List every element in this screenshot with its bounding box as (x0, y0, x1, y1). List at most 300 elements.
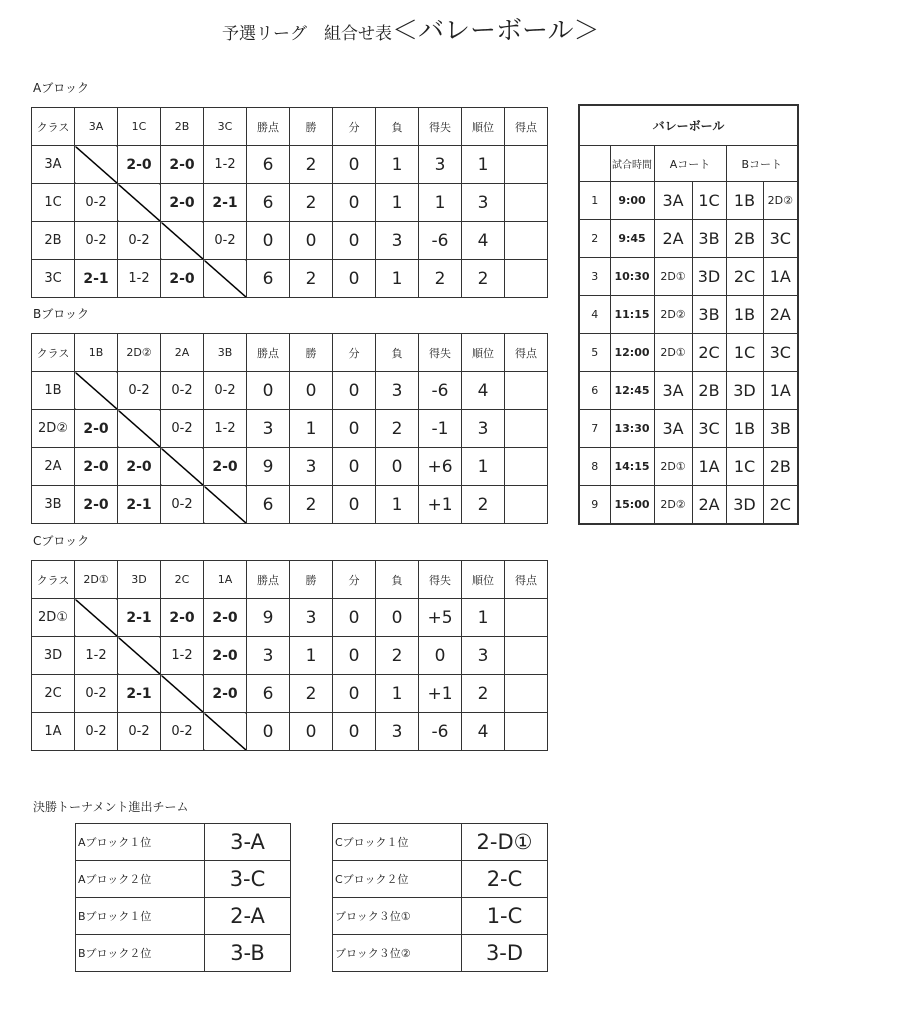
header-stat: 分 (333, 108, 376, 146)
stat-pts: 6 (247, 486, 290, 524)
result-cell: 0-2 (75, 222, 118, 260)
court-team: 2A (692, 486, 726, 525)
result-cell: 2-0 (118, 448, 161, 486)
self-match-cell (75, 146, 118, 184)
match-time: 14:15 (610, 448, 654, 486)
header-stat: 勝 (290, 334, 333, 372)
court-team: 1B (726, 410, 763, 448)
court-team: 2C (763, 486, 798, 525)
match-time: 9:00 (610, 182, 654, 220)
court-team: 3C (692, 410, 726, 448)
court-team: 1A (763, 372, 798, 410)
finals-rank-label: Cブロック２位 (333, 861, 462, 898)
result-cell: 2-0 (161, 146, 204, 184)
stat-d: 0 (333, 713, 376, 751)
finals-row (76, 824, 291, 861)
schedule-row (579, 448, 798, 486)
result-cell: 2-0 (75, 410, 118, 448)
schedule-row (579, 410, 798, 448)
stat-pts: 3 (247, 637, 290, 675)
table-row (32, 448, 548, 486)
header-team: 1B (75, 334, 118, 372)
stat-rank: 2 (462, 675, 505, 713)
stat-score (505, 222, 548, 260)
stat-pts: 0 (247, 372, 290, 410)
stat-diff: 3 (419, 146, 462, 184)
schedule-row (579, 182, 798, 220)
header-team: 3B (204, 334, 247, 372)
header-class: クラス (32, 334, 75, 372)
finals-row (333, 935, 548, 972)
stat-diff: 1 (419, 184, 462, 222)
table-row (32, 184, 548, 222)
stat-l: 1 (376, 675, 419, 713)
court-team: 1A (692, 448, 726, 486)
stat-l: 3 (376, 713, 419, 751)
header-stat: 得失 (419, 108, 462, 146)
finals-team: 1-C (462, 898, 548, 935)
stat-score (505, 675, 548, 713)
stat-rank: 3 (462, 637, 505, 675)
header-team: 3C (204, 108, 247, 146)
header-stat: 得点 (505, 108, 548, 146)
header-stat: 分 (333, 334, 376, 372)
block-label: Aブロック (33, 81, 89, 95)
finals-rank-label: Cブロック１位 (333, 824, 462, 861)
stat-d: 0 (333, 410, 376, 448)
stat-l: 1 (376, 486, 419, 524)
header-stat: 順位 (462, 334, 505, 372)
court-team: 1C (726, 448, 763, 486)
stat-score (505, 184, 548, 222)
block-label: Cブロック (33, 534, 90, 548)
result-cell: 1-2 (75, 637, 118, 675)
table-row (32, 486, 548, 524)
stat-diff: +1 (419, 486, 462, 524)
header-team: 2D② (118, 334, 161, 372)
table-row (32, 260, 548, 298)
schedule-row (579, 486, 798, 525)
stat-l: 1 (376, 146, 419, 184)
stat-rank: 4 (462, 372, 505, 410)
stat-rank: 2 (462, 260, 505, 298)
stat-d: 0 (333, 222, 376, 260)
stat-pts: 6 (247, 260, 290, 298)
result-cell: 1-2 (204, 146, 247, 184)
stat-diff: -1 (419, 410, 462, 448)
court-team: 2A (654, 220, 692, 258)
stat-w: 2 (290, 486, 333, 524)
stat-d: 0 (333, 599, 376, 637)
court-team: 3D (692, 258, 726, 296)
header-stat: 勝点 (247, 561, 290, 599)
finals-rank-label: Aブロック１位 (76, 824, 205, 861)
stat-w: 2 (290, 184, 333, 222)
result-cell: 2-0 (161, 599, 204, 637)
stat-rank: 4 (462, 222, 505, 260)
stat-d: 0 (333, 675, 376, 713)
finals-team: 3-D (462, 935, 548, 972)
stat-w: 1 (290, 637, 333, 675)
stat-rank: 1 (462, 448, 505, 486)
court-team: 2C (692, 334, 726, 372)
stat-pts: 0 (247, 222, 290, 260)
block-table (31, 560, 548, 751)
stat-d: 0 (333, 372, 376, 410)
finals-team: 3-C (205, 861, 291, 898)
header-team: 2C (161, 561, 204, 599)
match-no: 7 (579, 410, 610, 448)
row-team: 2D② (32, 410, 75, 448)
self-match-cell (75, 599, 118, 637)
schedule-row (579, 220, 798, 258)
row-team: 3D (32, 637, 75, 675)
stat-score (505, 713, 548, 751)
match-time: 13:30 (610, 410, 654, 448)
header-stat: 勝 (290, 108, 333, 146)
header-team: 1A (204, 561, 247, 599)
result-cell: 0-2 (118, 713, 161, 751)
row-team: 2C (32, 675, 75, 713)
header-team: 3D (118, 561, 161, 599)
self-match-cell (204, 486, 247, 524)
result-cell: 2-0 (204, 448, 247, 486)
stat-score (505, 486, 548, 524)
header-team: 1C (118, 108, 161, 146)
header-stat: 勝点 (247, 108, 290, 146)
schedule-body (579, 182, 798, 525)
court-team: 3B (763, 410, 798, 448)
row-team: 1A (32, 713, 75, 751)
stat-pts: 0 (247, 713, 290, 751)
header-team: 2D① (75, 561, 118, 599)
table-row (32, 410, 548, 448)
court-team: 1B (726, 296, 763, 334)
table-row (32, 222, 548, 260)
stat-score (505, 637, 548, 675)
court-team: 2D① (654, 258, 692, 296)
stat-d: 0 (333, 146, 376, 184)
finals-row (76, 898, 291, 935)
court-team: 1C (726, 334, 763, 372)
court-team: 1C (692, 182, 726, 220)
result-cell: 2-0 (118, 146, 161, 184)
stat-l: 1 (376, 260, 419, 298)
finals-left-table (75, 823, 291, 972)
finals-row (333, 898, 548, 935)
stat-rank: 4 (462, 713, 505, 751)
header-class: クラス (32, 561, 75, 599)
header-stat: 得点 (505, 334, 548, 372)
stat-rank: 1 (462, 146, 505, 184)
stat-pts: 9 (247, 448, 290, 486)
result-cell: 1-2 (161, 637, 204, 675)
match-no: 1 (579, 182, 610, 220)
result-cell: 2-0 (161, 184, 204, 222)
finals-team: 2-C (462, 861, 548, 898)
stat-diff: +5 (419, 599, 462, 637)
stat-d: 0 (333, 448, 376, 486)
header-stat: 負 (376, 108, 419, 146)
page-title (222, 10, 599, 47)
stat-w: 2 (290, 146, 333, 184)
schedule-table (578, 104, 799, 525)
table-row (32, 372, 548, 410)
stat-rank: 2 (462, 486, 505, 524)
court-a-header: Aコート (654, 146, 726, 182)
result-cell: 2-1 (75, 260, 118, 298)
match-no: 9 (579, 486, 610, 525)
row-team: 1C (32, 184, 75, 222)
title-bracket: ＜バレーボール＞ (392, 16, 600, 46)
stat-d: 0 (333, 260, 376, 298)
match-no: 8 (579, 448, 610, 486)
stat-w: 3 (290, 448, 333, 486)
stat-rank: 1 (462, 599, 505, 637)
result-cell: 2-0 (204, 637, 247, 675)
schedule-row (579, 296, 798, 334)
header-team: 2B (161, 108, 204, 146)
row-team: 1B (32, 372, 75, 410)
row-team: 2B (32, 222, 75, 260)
stat-score (505, 146, 548, 184)
header-stat: 分 (333, 561, 376, 599)
self-match-cell (204, 713, 247, 751)
header-row (32, 561, 548, 599)
stat-score (505, 260, 548, 298)
self-match-cell (161, 675, 204, 713)
finals-rank-label: Bブロック１位 (76, 898, 205, 935)
stat-l: 3 (376, 222, 419, 260)
row-team: 3C (32, 260, 75, 298)
stat-diff: +1 (419, 675, 462, 713)
court-team: 2A (763, 296, 798, 334)
court-team: 3D (726, 372, 763, 410)
header-stat: 順位 (462, 561, 505, 599)
result-cell: 0-2 (161, 713, 204, 751)
stat-rank: 3 (462, 184, 505, 222)
court-team: 2B (692, 372, 726, 410)
title-main: 予選リーグ 組合せ表 (222, 24, 392, 44)
stat-w: 2 (290, 260, 333, 298)
stat-w: 0 (290, 372, 333, 410)
court-team: 3C (763, 334, 798, 372)
stat-pts: 6 (247, 675, 290, 713)
stat-diff: 2 (419, 260, 462, 298)
schedule-row (579, 258, 798, 296)
stat-pts: 6 (247, 184, 290, 222)
row-team: 2A (32, 448, 75, 486)
court-team: 2D① (654, 334, 692, 372)
table-row (32, 599, 548, 637)
table-row (32, 146, 548, 184)
block-table (31, 107, 548, 298)
result-cell: 1-2 (204, 410, 247, 448)
stat-score (505, 372, 548, 410)
court-team: 1A (763, 258, 798, 296)
header-row (32, 334, 548, 372)
match-time: 9:45 (610, 220, 654, 258)
stat-l: 1 (376, 184, 419, 222)
header-team: 3A (75, 108, 118, 146)
result-cell: 0-2 (75, 713, 118, 751)
schedule-no-header (579, 146, 610, 182)
row-team: 3B (32, 486, 75, 524)
stat-l: 2 (376, 410, 419, 448)
match-no: 4 (579, 296, 610, 334)
self-match-cell (161, 448, 204, 486)
header-stat: 負 (376, 561, 419, 599)
stat-diff: -6 (419, 222, 462, 260)
stat-pts: 6 (247, 146, 290, 184)
finals-team: 2-A (205, 898, 291, 935)
stat-score (505, 599, 548, 637)
result-cell: 2-0 (204, 599, 247, 637)
court-team: 3B (692, 220, 726, 258)
stat-diff: -6 (419, 372, 462, 410)
stat-rank: 3 (462, 410, 505, 448)
row-team: 3A (32, 146, 75, 184)
match-time: 15:00 (610, 486, 654, 525)
court-team: 1B (726, 182, 763, 220)
match-no: 5 (579, 334, 610, 372)
stat-l: 2 (376, 637, 419, 675)
match-time: 11:15 (610, 296, 654, 334)
court-team: 2D② (654, 486, 692, 525)
block-label: Bブロック (33, 307, 89, 321)
finals-rank-label: Bブロック２位 (76, 935, 205, 972)
finals-row (333, 824, 548, 861)
court-team: 3A (654, 372, 692, 410)
schedule-title: バレーボール (579, 105, 798, 146)
finals-team: 3-A (205, 824, 291, 861)
match-no: 6 (579, 372, 610, 410)
finals-rank-label: ブロック３位① (333, 898, 462, 935)
table-row (32, 675, 548, 713)
block-table (31, 333, 548, 524)
court-team: 2B (763, 448, 798, 486)
result-cell: 2-1 (118, 675, 161, 713)
stat-l: 0 (376, 448, 419, 486)
result-cell: 2-0 (204, 675, 247, 713)
self-match-cell (118, 637, 161, 675)
stat-l: 0 (376, 599, 419, 637)
stat-w: 0 (290, 222, 333, 260)
match-no: 2 (579, 220, 610, 258)
result-cell: 0-2 (75, 184, 118, 222)
stat-score (505, 448, 548, 486)
result-cell: 2-1 (204, 184, 247, 222)
result-cell: 2-0 (75, 448, 118, 486)
stat-w: 2 (290, 675, 333, 713)
stat-pts: 3 (247, 410, 290, 448)
finals-row (333, 861, 548, 898)
stat-d: 0 (333, 637, 376, 675)
result-cell: 2-1 (118, 599, 161, 637)
stat-diff: +6 (419, 448, 462, 486)
court-team: 3C (763, 220, 798, 258)
result-cell: 0-2 (161, 372, 204, 410)
court-team: 2B (726, 220, 763, 258)
match-time: 10:30 (610, 258, 654, 296)
header-stat: 順位 (462, 108, 505, 146)
stat-d: 0 (333, 486, 376, 524)
header-stat: 負 (376, 334, 419, 372)
header-class: クラス (32, 108, 75, 146)
stat-w: 1 (290, 410, 333, 448)
table-row (32, 637, 548, 675)
header-stat: 勝点 (247, 334, 290, 372)
result-cell: 0-2 (118, 222, 161, 260)
finals-rank-label: Aブロック２位 (76, 861, 205, 898)
self-match-cell (75, 372, 118, 410)
result-cell: 1-2 (118, 260, 161, 298)
row-team: 2D① (32, 599, 75, 637)
result-cell: 2-0 (75, 486, 118, 524)
court-team: 3B (692, 296, 726, 334)
schedule-row (579, 334, 798, 372)
court-team: 2C (726, 258, 763, 296)
self-match-cell (161, 222, 204, 260)
match-time: 12:45 (610, 372, 654, 410)
self-match-cell (118, 410, 161, 448)
header-row (32, 108, 548, 146)
result-cell: 0-2 (161, 410, 204, 448)
finals-team: 2-D① (462, 824, 548, 861)
header-stat: 得失 (419, 561, 462, 599)
stat-d: 0 (333, 184, 376, 222)
result-cell: 0-2 (204, 222, 247, 260)
self-match-cell (204, 260, 247, 298)
result-cell: 2-1 (118, 486, 161, 524)
header-stat: 勝 (290, 561, 333, 599)
stat-score (505, 410, 548, 448)
finals-label: 決勝トーナメント進出チーム (33, 800, 189, 814)
court-team: 3A (654, 410, 692, 448)
finals-team: 3-B (205, 935, 291, 972)
schedule-time-header: 試合時間 (610, 146, 654, 182)
finals-row (76, 861, 291, 898)
stat-pts: 9 (247, 599, 290, 637)
header-stat: 得失 (419, 334, 462, 372)
match-time: 12:00 (610, 334, 654, 372)
result-cell: 0-2 (204, 372, 247, 410)
header-stat: 得点 (505, 561, 548, 599)
court-team: 3D (726, 486, 763, 525)
court-team: 3A (654, 182, 692, 220)
stat-l: 3 (376, 372, 419, 410)
table-row (32, 713, 548, 751)
stat-w: 0 (290, 713, 333, 751)
stat-w: 3 (290, 599, 333, 637)
court-team: 2D① (654, 448, 692, 486)
result-cell: 2-0 (161, 260, 204, 298)
court-b-header: Bコート (726, 146, 798, 182)
self-match-cell (118, 184, 161, 222)
result-cell: 0-2 (75, 675, 118, 713)
header-team: 2A (161, 334, 204, 372)
result-cell: 0-2 (118, 372, 161, 410)
schedule-row (579, 372, 798, 410)
court-team: 2D② (763, 182, 798, 220)
result-cell: 0-2 (161, 486, 204, 524)
finals-rank-label: ブロック３位② (333, 935, 462, 972)
match-no: 3 (579, 258, 610, 296)
stat-diff: -6 (419, 713, 462, 751)
court-team: 2D② (654, 296, 692, 334)
finals-right-table (332, 823, 548, 972)
finals-row (76, 935, 291, 972)
